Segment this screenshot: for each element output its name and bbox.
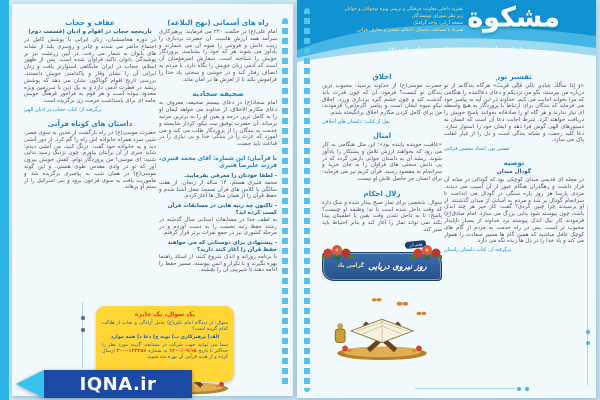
masthead-info-line [347, 47, 566, 53]
section-heading-hijab: عفاف و حجاب [65, 19, 115, 27]
banner-subtitle: گرامی باد [337, 263, 365, 270]
flower-cluster-icon [409, 243, 442, 263]
quiz-note: شما می توانید جهت شرکت در مسابقه، گزینه مورد نظر را حداکثر تا تاریخ ۱۴۰۰/۰۹/۱۵ به شماره ۳۰۰۰۱۲۳۴۵۶ ارسال کرده و از هدیه قرآنی آن بهره مند شوید. [102, 342, 228, 360]
masthead-desc-line: نشریه داخلی معاونت فرهنگی و تربیتی ویژه نوجوانان و جوانان [344, 7, 463, 12]
section-subheading-tawsiyeh: گودال میدان [496, 169, 532, 176]
section-credit-tawsiyeh: برگرفته از: کتاب داستان راستان [444, 247, 512, 254]
section-subheading-hijab: تاریخچه حجاب در اقوام و ادیان (قسمت دوم) [28, 29, 152, 35]
margin-divider-line [587, 205, 588, 385]
interview-qa-item [159, 203, 277, 237]
section-body-tawsiyeh: در محله ای قدیمی میدان کوچکی بود که گودالی در میانه آن قرار داشت و رهگذران هنگام عبور از آن آسیب می دیدند. مردی پارسا هر روز پاره سنگی در گودال می انداخت تا سرانجام گودال پر شد و مردم به آسانی از میدان گذشتند. از او پرسیدند چرا چنین کردی؟ گفت: کار خیر هر چند اندک باشد، چون پیوسته شود بنایی بزرگ می سازد. امام صادق(ع) فرمودند کار نیک اندک پیوسته نزد خداوند از بسیار ناپایدار محبوب تر است. پس در راه خدمت به مردم از گام های کوچک غافل مباشید که همین گام ها مسیر سعادت را هموار می کند و یاد خدا را در دل ها زنده نگه می دارد. [444, 177, 584, 245]
section-credit-akhlaq: نقل از کتاب: داستان های اخلاقی [322, 118, 390, 125]
masthead-desc-line: همراه با مسابقه، داستان، احکام، تفسیر و معارف قرآنی [356, 28, 463, 33]
section-body-quran-stories: حضرت موسی(ع) در راه بازگشت از مدین به سوی مصر، شبی سرد همراه خانواده اش راه را گم کرد. از دور آتشی دید و به خانواده خود گفت: درنگ کنید، من آتشی دیدم؛ شاید خبری از آن برایتان بیاورم. چون نزدیک رسید ندایی شنید: ای موسی! من پروردگار توام، کفش خویش بیرون آور که تو در وادی مقدس طوی هستی. و این گونه موسی(ع) در همان شب به پیامبری برگزیده شد و ماموریت یافت به سوی فرعون برود و بنی اسرائیل را از ستم او برهاند. [24, 129, 156, 191]
publication-type: ماهنامه قرآنی تربیتی [469, 47, 525, 53]
interview-answer: با برنامه روزانه و اندک شروع کنند، از استاد راهنما بهره بگیرند و با تکرار و انس پیوسته، مسیر حفظ را ادامه دهند تا شیرینی آن را بچشند. [159, 253, 277, 274]
section-heading-quran-stories: داستان های کوتاه قرآنی [47, 119, 133, 128]
section-heading-sahifeh: صحیفه سجادیه [192, 90, 244, 99]
interview-answer: محمد قنبری هستم، ۱۴ ساله از زنجان. از هفت سالگی با کلاس های قرآن مسجد محل آشنا شدم و حفظ قرآن را از همان سال ها آغاز کردم. [159, 179, 277, 200]
section-heading-akhlaq: اخلاق [372, 73, 392, 81]
navy-day-banner [322, 240, 442, 292]
section-body-akhlaq: حضرت موسی(ع) از خداوند پرسید: محبوب ترین بندگان تو کیست؟ فرمود: آن که چون قدرت یابد گذشت کند و چون خشم گیرد بردباری ورزد. اخلاق نیکو میوه ایمان است و پیامبر اکرم(ص) فرمودند: من برای کامل کردن مکارم اخلاق برانگیخته شدم. [322, 83, 442, 117]
left-page-inner-column [159, 12, 277, 304]
divider-dot [586, 341, 590, 345]
section-heading-tafsir: تفسیر نور [496, 73, 532, 81]
section-body-nahj: امام علی(ع) در حکمت ۲۲۰ می فرمایند: پرهیزکاری سرآمد همه ارزش هاست. آن حضرت بردباری را زینت دانش و فروتنی را میوه آن می شمارند و یادآور می شوند هر که خود را بشناسد، پروردگار خویش را شناخته است. سفارش امیرمؤمنان آن است که آدمی زبان خویش را نگاه دارد، با مردم به انصاف رفتار کند و در خوشی و سختی یاد خدا را فراموش نکند تا از لغزش ها در امان ماند. [159, 29, 277, 83]
column-divider-line [82, 302, 83, 368]
divider-dot [586, 330, 590, 334]
section-heading-ahkam: زلال احکام [363, 189, 401, 198]
interview-question: - پیشنهادی برای دوستانی که می خواهند حفظ قرآن را آغاز کنند دارید؟ [167, 240, 277, 253]
section-body-tafsir: «وَ إِذا سَأَلَكَ عِبادِي عَنِّي فَإِنِّي قَرِيبٌ» هرگاه بندگانم از تو درباره من بپرسند، بگو من نزدیکم و دعای دعاکننده را هنگامی که مرا بخواند اجابت می کنم. خداوند در این آیه به پیامبر خود می فرماید که بندگان برای ارتباط با پروردگار به هیچ واسطه ای نیاز ندارند و هر گاه او را صادقانه بخوانند پاسخ خویش را دریافت خواهند کرد. شرط اجابت دعا آن است که انسان به دستورهای الهی گوش فرا دهد و ایمان خود را استوار سازد. دعا کلید رحمت و نشانه بندگی است و دل را از غبار غفلت پاک می سازد. [444, 83, 584, 144]
issue-date: آذر ماه ۱۴۰۰ [388, 47, 421, 53]
magazine-logo: مشكوة [467, 2, 560, 33]
masthead [297, 0, 596, 62]
quiz-title: یک سوال، یک جایزه [134, 311, 196, 318]
watermark-label: IQNA.ir [44, 370, 192, 398]
section-body-ahkam: سوال: شخصی برای نماز صبح بیدار شده و شک دارد که وقت داخل شده است یا نه؛ وظیفه او چیست؟ پاسخ: تا به داخل شدن وقت یقین یا اطمینان پیدا نکند نمی تواند نماز را آغاز کند و بنابر احتیاط باید صبر کند. [322, 199, 442, 233]
scan-edge-strip [0, 0, 9, 400]
decorative-dot-strip [282, 18, 288, 388]
footer-dot [517, 387, 521, 391]
quiz-deadline-date: ۱۴۰۰/۰۹/۱۵ [169, 348, 197, 354]
interview-heading: با قرآنیان؛ این شماره: آقای محمد قنبری، فرزند علیرضا قنبری [159, 155, 277, 169]
section-heading-tawsiyeh: توصیه [503, 159, 525, 168]
section-credit-tafsir: تفسیر نور، استاد محسن قرائتی [444, 146, 510, 153]
divider-dot [81, 328, 85, 332]
masthead-description [311, 6, 463, 34]
left-page [12, 4, 293, 396]
decorative-dot-strip [304, 8, 310, 392]
section-body-hijab: در دوره هخامنشیان، زنان ایرانی با پوشش کامل در اجتماع حاضر می شدند و چادر و روسری بلند از نشانه های بانوان به شمار می رفت. در آیین زرتشت نیز بر پوشیدگی بانوان تاکید فراوان شده است. پس از ظهور اسلام، حجاب در ایران جایگاهی استوارتر یافت و زنان ایرانی آن را نشان وقار و پاکدامنی خویش دانستند. بررسی تاریخ اقوام گوناگون نشان می دهد که پوشش ریشه در فطرت آدمی دارد و به یک دین یا سرزمین ویژه محدود نبوده است و هر قوم به فراخور فرهنگ خویش جامه ای برای پاسداشت حرمت زن برگزیده است. [24, 37, 156, 105]
watermark-arrow-icon [16, 370, 44, 398]
banner-date-badge: هفتم آذر [404, 240, 426, 249]
masthead-desc-line: صفحه آرایی: واحد گرافیک [413, 21, 463, 26]
footer-divider-line [415, 388, 515, 389]
right-page [297, 0, 596, 398]
quiz-sms-number: ۳۰۰۰۱۲۳۴۵۶ [116, 348, 147, 354]
right-page-inner-column [322, 66, 442, 396]
section-body-amsal: «عاقبت جوینده یابنده بود»؛ این مثل هنگامی به کار می رود که بخواهند ارزش تلاش و پشتکار را یادآور شوند. ریشه آن به داستان جوانی بازمی گردد که در پی دانش سختی های فراوان را به جان خرید و سرانجام به مقصود رسید. قرآن کریم نیز می فرماید: برای انسان جز حاصل تلاش او نیست. [322, 141, 442, 182]
interview-qa-item [159, 240, 277, 274]
section-heading-amsal: امثال [372, 131, 392, 140]
interview-answer: به لطف خدا در مسابقات استانی سال گذشته در رشته حفظ رتبه نخست را به دست آوردم و در مرحله کشوری نیز در جمع نفرات برتر قرار گرفتم. [159, 216, 277, 237]
right-page-outer-column [444, 66, 584, 388]
interview-qa-item [159, 173, 277, 200]
left-page-outer-column [24, 12, 156, 302]
section-credit-hijab: برگرفته از: کتاب حجاب در ادیان الهی [24, 106, 102, 113]
divider-dot [81, 316, 85, 320]
section-heading-nahj: راه های آسمانی (نهج البلاغه) [167, 19, 269, 27]
quran-rahl-illustration [323, 294, 441, 362]
interview-question: - لطفا خودتان را معرفی بفرمایید. [183, 172, 277, 179]
masthead-desc-line: زیر نظر شورای نویسندگان [411, 14, 463, 19]
quiz-question: سوال: از دیدگاه امام علی(ع) عامل آزادگی و نجات از هلاکت کدام گزینه است؟ [102, 320, 228, 332]
banner-title: روز نیروی دریایی [368, 261, 427, 272]
flower-cluster-icon [322, 243, 355, 263]
issue-number: شماره ۱ [434, 47, 456, 53]
section-body-sahifeh: امام سجاد(ع) در دعای بیستم صحیفه، معروف به دعای مکارم الاخلاق، از خداوند می خواهد ایمان او را به کامل ترین درجه و یقین او را به برترین مرتبه برساند. آن حضرت توفیق نیت نیکو، کردار شایسته و خدمت به بندگان را از پروردگار طلب می کند و می آموزد که عزت را در بندگی خدا و بی نیازی را در قناعت باید جست. [159, 100, 277, 148]
interview-question: - تاکنون چه رتبه هایی در مسابقات قرآن کسب کرده اید؟ [167, 203, 277, 216]
quiz-options: الف) پرهیزکاری ب) توبه ج) دعا د) همه موارد [110, 334, 220, 340]
footer-dot [525, 387, 529, 391]
iqna-watermark [16, 370, 192, 398]
